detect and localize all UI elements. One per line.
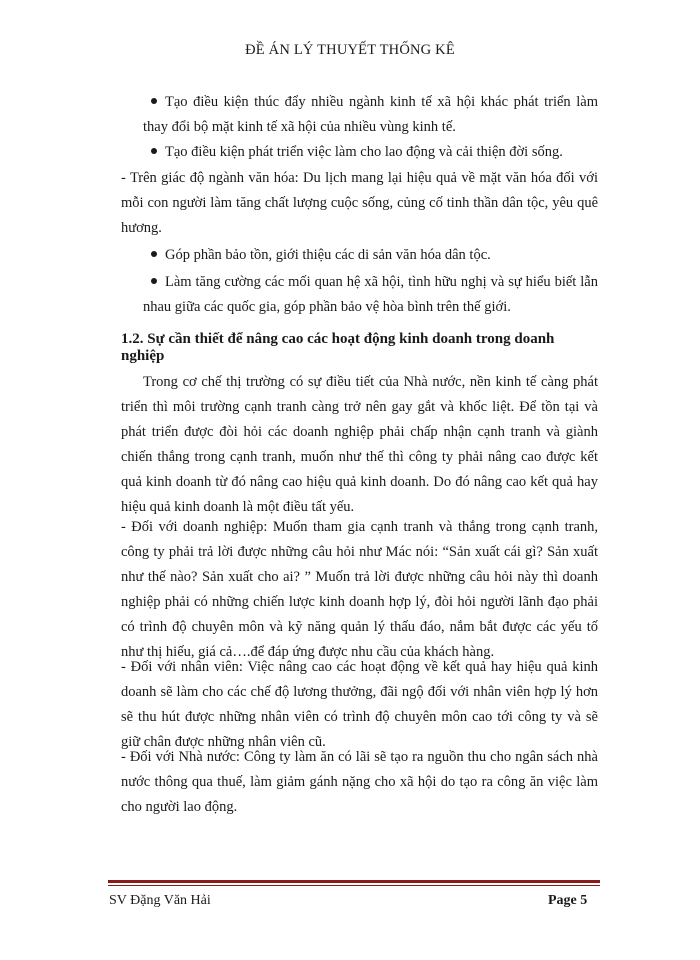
section-heading: 1.2. Sự cần thiết để nâng cao các hoạt động kinh doanh trong doanh nghiệp [121, 331, 555, 364]
bullet-icon [151, 148, 157, 154]
paragraph-culture: - Trên giác độ ngành văn hóa: Du lịch mang lại hiệu quả về mặt văn hóa đối với mỗi con người làm tăng chất lượng cuộc sống, củng cố tinh thần dân tộc, yêu quê hương. [121, 170, 598, 236]
paragraph-state: - Đối với Nhà nước: Công ty làm ăn có lãi sẽ tạo ra nguồn thu cho ngân sách nhà nước thông qua thuế, làm giảm gánh nặng cho xã hội do tạo ra công ăn việc làm cho người lao động. [121, 749, 598, 815]
bullet-text: Làm tăng cường các mối quan hệ xã hội, tình hữu nghị và sự hiểu biết lẫn nhau giữa các quốc gia, góp phần bảo vệ hòa bình trên thế giới. [143, 274, 598, 315]
bullet-text: Tạo điều kiện phát triển việc làm cho lao động và cải thiện đời sống. [165, 144, 563, 160]
footer-author: SV Đặng Văn Hải [109, 893, 211, 908]
footer-divider [108, 880, 600, 883]
bullet-item [143, 140, 598, 165]
bullet-text: Góp phần bảo tồn, giới thiệu các di sản văn hóa dân tộc. [165, 247, 491, 263]
paragraph-intro: Trong cơ chế thị trường có sự điều tiết của Nhà nước, nền kinh tế càng phát triển thì môi trường cạnh tranh càng trở nên gay gắt và khốc liệt. Để tồn tại và phát triển được đòi hỏi các doanh nghiệp phải chấp nhận cạnh tranh và giành chiến thắng trong cạnh tranh, muốn như thế thì công ty phải nâng cao được kết quả kinh doanh từ đó nâng cao hiệu quả kinh doanh. Do đó nâng cao kết quả hay hiệu quả kinh doanh là một điều tất yếu. [121, 374, 598, 515]
paragraph-enterprise: - Đối với doanh nghiệp: Muốn tham gia cạnh tranh và thắng trong cạnh tranh, công ty phải trả lời được những câu hỏi như Mác nói: “Sản xuất cái gì? Sản xuất như thế nào? Sản xuất cho ai? ” Muốn trả lời được những câu hỏi này thì doanh nghiệp phải có những chiến lược kinh doanh hợp lý, đòi hỏi người lãnh đạo phải có trình độ chuyên môn và kỹ năng quản lý thấu đáo, nắm bắt được các yếu tố như thị hiếu, giá cả….để đáp ứng được nhu cầu của khách hàng. [121, 519, 598, 660]
footer-divider-thin [108, 885, 600, 886]
footer-page-number: Page 5 [548, 893, 588, 908]
bullet-icon [151, 278, 157, 284]
bullet-item [143, 90, 598, 140]
bullet-item [143, 270, 598, 320]
page-header-title: ĐỀ ÁN LÝ THUYẾT THỐNG KÊ [245, 42, 455, 58]
paragraph-employee: - Đối với nhân viên: Việc nâng cao các hoạt động về kết quả hay hiệu quả kinh doanh sẽ làm cho các chế độ lương thưởng, đãi ngộ đối với nhân viên hợp lý hơn sẽ thu hút được những nhân viên có trình độ chuyên môn cao tới công ty và sẽ giữ chân được những nhân viên cũ. [121, 659, 598, 750]
bullet-item [143, 243, 598, 268]
bullet-icon [151, 251, 157, 257]
bullet-icon [151, 98, 157, 104]
bullet-text: Tạo điều kiện thúc đẩy nhiều ngành kinh tế xã hội khác phát triển làm thay đổi bộ mặt kinh tế xã hội của nhiều vùng kinh tế. [143, 94, 598, 135]
